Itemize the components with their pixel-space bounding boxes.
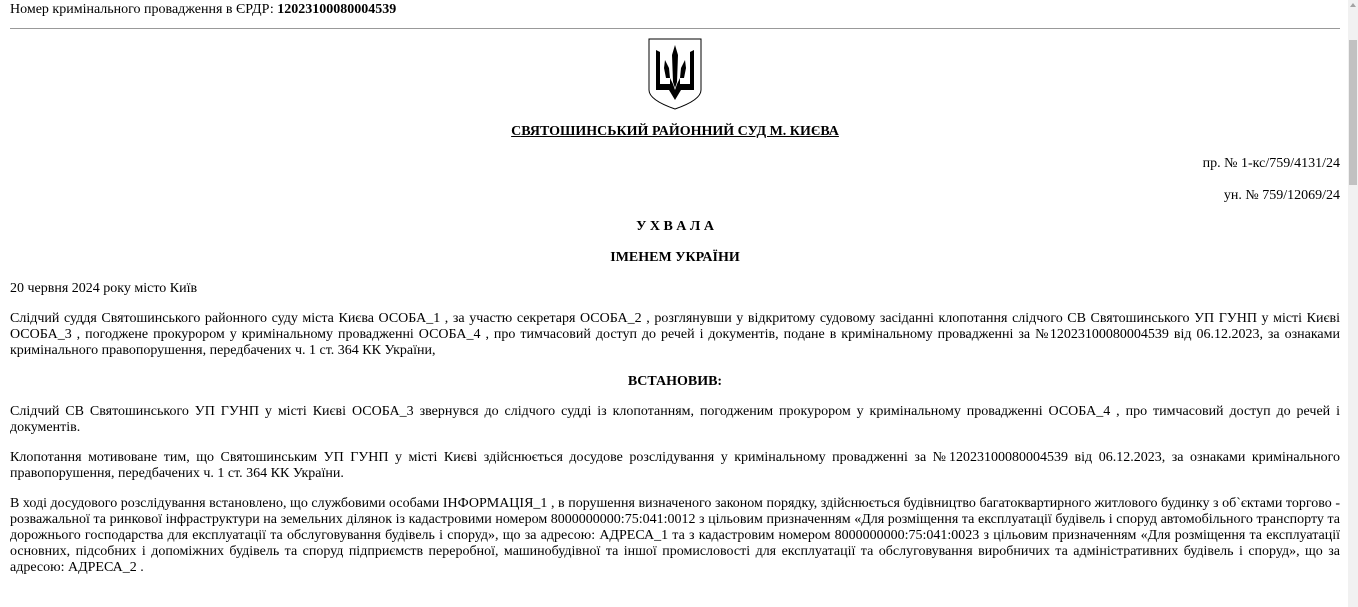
scroll-up-arrow-icon[interactable] bbox=[1350, 3, 1356, 7]
court-name: СВЯТОШИНСЬКИЙ РАЙОННИЙ СУД М. КИЄВА bbox=[511, 124, 839, 139]
vertical-scrollbar[interactable] bbox=[1348, 0, 1358, 607]
document-title: У Х В А Л А bbox=[636, 219, 714, 234]
paragraph: Слідчий СВ Святошинського УП ГУНП у місті Києві ОСОБА_3 звернувся до слідчого судді із клопотанням, погодженим прокурором у кримінальному провадженні ОСОБА_4 , про тимчасовий доступ до речей і документів. bbox=[10, 404, 1340, 435]
intro-paragraph: Слідчий суддя Святошинського районного суду міста Києва ОСОБА_1 , за участю секретаря ОСОБА_2 , розглянувши у відкритому судовому засіданні клопотання слідчого СВ Святошинського УП ГУНП у місті Києві ОСОБА_3 , погоджене прокурором у кримінальному провадженні ОСОБА_4 , про тимчасовий доступ до речей і документів, подане в кримінальному провадженні за №12023100080004539 від 06.12.2023, за ознаками кримінального правопорушення, передбачених ч. 1 ст. 364 КК України, bbox=[10, 311, 1340, 358]
erdr-label: Номер кримінального провадження в ЄРДР: bbox=[10, 2, 278, 17]
proceeding-number: пр. № 1-кс/759/4131/24 bbox=[1202, 156, 1340, 171]
document-subtitle: ІМЕНЕМ УКРАЇНИ bbox=[610, 250, 740, 265]
unique-number: ун. № 759/12069/24 bbox=[1223, 188, 1340, 203]
document bbox=[10, 0, 1340, 576]
date-place: 20 червня 2024 року місто Київ bbox=[10, 281, 198, 296]
erdr-line bbox=[10, 2, 1340, 18]
coat-of-arms-icon bbox=[648, 38, 702, 110]
divider bbox=[10, 28, 1340, 29]
paragraph: В ході досудового розслідування встановлено, що службовими особами ІНФОРМАЦІЯ_1 , в порушення визначеного законом порядку, здійснюється будівництво багатоквартирного житлового будинку з об`єктами торгово - розважальної та ринкової інфраструктури на земельних ділянок із кадастровими номером 8000000000:75:041:0012 з цільовим призначенням «Для розміщення та експлуатації будівель і споруд автомобільного транспорту та дорожнього господарства для експлуатації та обслуговування будівель і споруд», що за адресою: АДРЕСА_1 та з кадастровим номером 8000000000:75:041:0023 з цільовим призначенням «Для розміщення та експлуатації основних, підсобних і допоміжних будівель та споруд підприємств переробної, машинобудівної та іншої промисловості для експлуатації та обслуговування виробничих та адміністративних будівель і споруд», що за адресою: АДРЕСА_2 . bbox=[10, 496, 1340, 575]
erdr-number: 12023100080004539 bbox=[277, 2, 397, 17]
paragraph: Клопотання мотивоване тим, що Святошинським УП ГУНП у місті Києві здійснюється досудове розслідування у кримінальному провадженні за №12023100080004539 від 06.12.2023, за ознаками кримінального правопорушення, передбачених ч. 1 ст. 364 КК України. bbox=[10, 450, 1340, 481]
scrollbar-thumb[interactable] bbox=[1349, 40, 1357, 185]
established-heading: ВСТАНОВИВ: bbox=[627, 374, 723, 389]
